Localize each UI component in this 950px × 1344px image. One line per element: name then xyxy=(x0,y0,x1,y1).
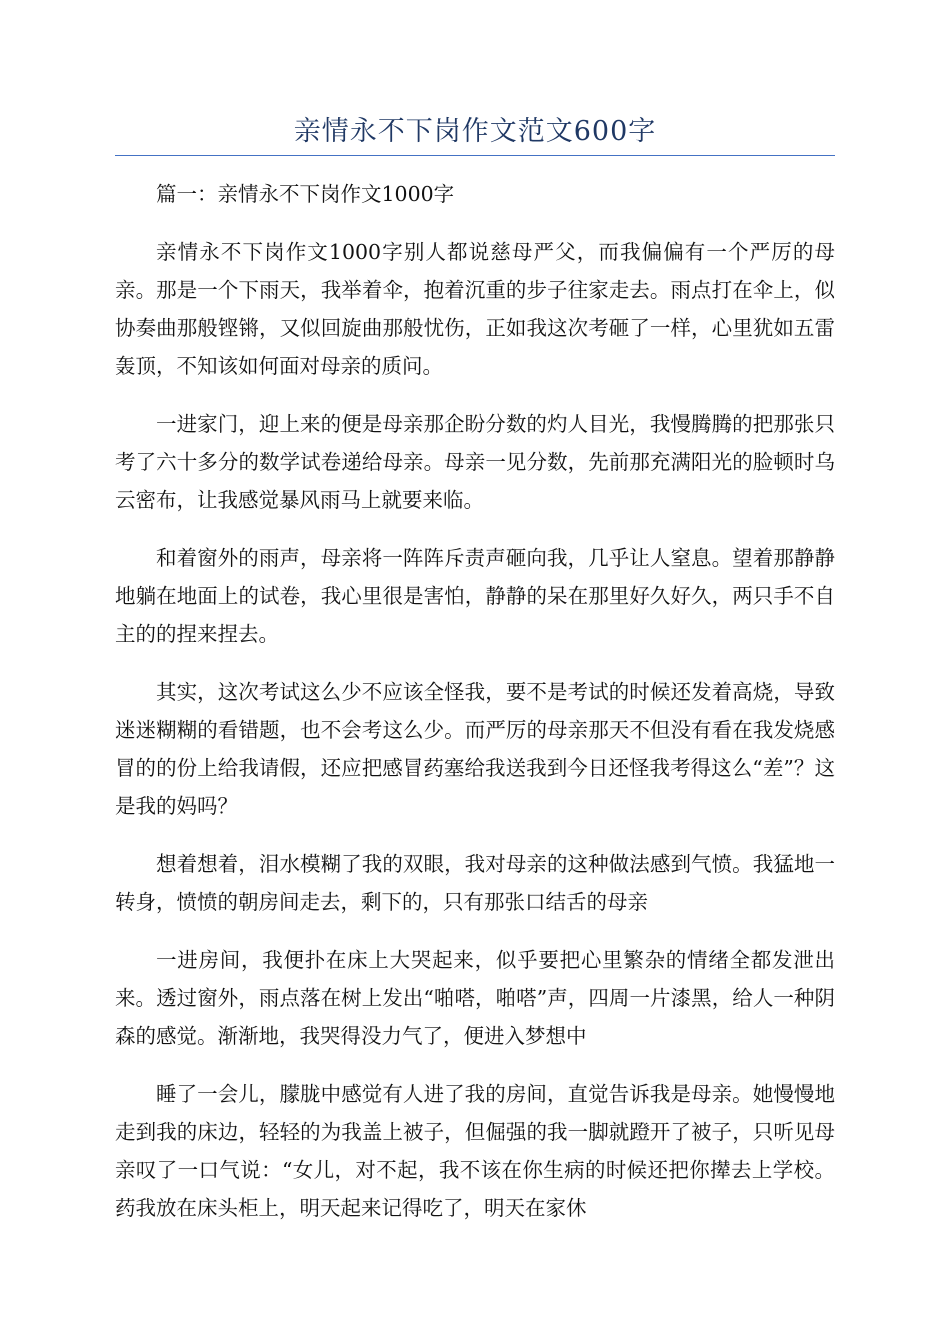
paragraph: 睡了一会儿，朦胧中感觉有人进了我的房间，直觉告诉我是母亲。她慢慢地走到我的床边，轻轻的为我盖上被子，但倔强的我一脚就蹬开了被子，只听见母亲叹了一口气说：“女儿，对不起，我不该在你生病的时候还把你撵去上学校。药我放在床头柜上，明天起来记得吃了，明天在家休 xyxy=(115,1082,835,1220)
paragraph: 一进房间，我便扑在床上大哭起来，似乎要把心里繁杂的情绪全都发泄出来。透过窗外，雨点落在树上发出“啪嗒，啪嗒”声，四周一片漆黑，给人一种阴森的感觉。渐渐地，我哭得没力气了，便进入梦想中 xyxy=(115,948,835,1048)
title-underline xyxy=(115,155,835,156)
section-heading: 篇一：亲情永不下岗作文1000字 xyxy=(156,182,455,206)
paragraph: 和着窗外的雨声，母亲将一阵阵斥责声砸向我，几乎让人窒息。望着那静静地躺在地面上的试卷，我心里很是害怕，静静的呆在那里好久好久，两只手不自主的的捏来捏去。 xyxy=(115,546,835,646)
document-body xyxy=(115,175,835,1247)
paragraph: 其实，这次考试这么少不应该全怪我，要不是考试的时候还发着高烧，导致迷迷糊糊的看错题，也不会考这么少。而严厉的母亲那天不但没有看在我发烧感冒的的份上给我请假，还应把感冒药塞给我送我到今日还怪我考得这么“差”？这是我的妈吗？ xyxy=(115,680,835,818)
paragraph: 亲情永不下岗作文1000字别人都说慈母严父，而我偏偏有一个严厉的母亲。那是一个下雨天，我举着伞，抱着沉重的步子往家走去。雨点打在伞上，似协奏曲那般铿锵，又似回旋曲那般忧伤，正如我这次考砸了一样，心里犹如五雷轰顶，不知该如何面对母亲的质问。 xyxy=(115,240,835,378)
paragraph: 一进家门，迎上来的便是母亲那企盼分数的灼人目光，我慢腾腾的把那张只考了六十多分的数学试卷递给母亲。母亲一见分数，先前那充满阳光的脸顿时乌云密布，让我感觉暴风雨马上就要来临。 xyxy=(115,412,835,512)
paragraph: 想着想着，泪水模糊了我的双眼，我对母亲的这种做法感到气愤。我猛地一转身，愤愤的朝房间走去，剩下的，只有那张口结舌的母亲 xyxy=(115,852,835,914)
document-title: 亲情永不下岗作文范文600字 xyxy=(293,116,657,147)
